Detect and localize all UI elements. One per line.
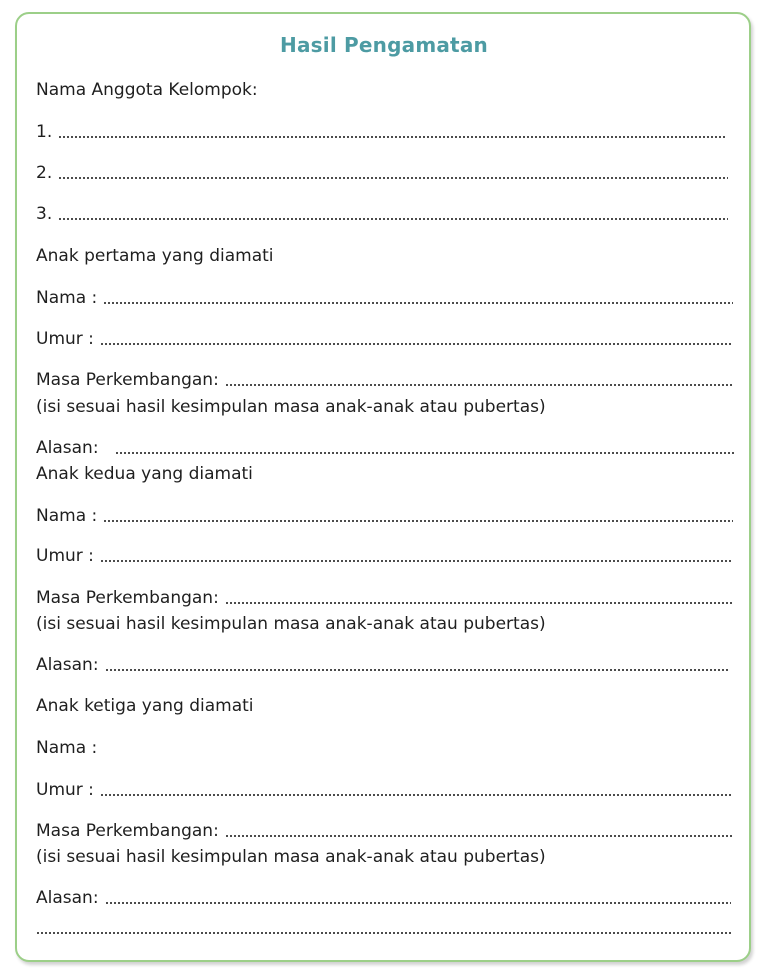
child-2-stage-hint: (isi sesuai hasil kesimpulan masa anak-anak atau pubertas) [36, 614, 546, 634]
child-1-name-label: Nama : [36, 288, 98, 308]
member-3-number: 3. [36, 204, 53, 224]
child-1-name-field[interactable] [36, 287, 733, 309]
child-3-age-label: Umur : [36, 780, 94, 800]
child-3-name-label: Nama : [36, 738, 98, 758]
child-2-age-field[interactable] [36, 545, 733, 567]
member-1-blank [58, 134, 726, 139]
group-members-label: Nama Anggota Kelompok: [36, 80, 258, 100]
child-2-heading: Anak kedua yang diamati [36, 464, 253, 484]
child-2-reason-blank [105, 667, 730, 672]
member-1-number: 1. [36, 122, 53, 142]
member-1-field[interactable] [36, 121, 726, 143]
child-3-age-field[interactable] [36, 779, 733, 801]
member-2-field[interactable] [36, 162, 728, 184]
child-2-age-label: Umur : [36, 546, 94, 566]
child-1-stage-hint: (isi sesuai hasil kesimpulan masa anak-anak atau pubertas) [36, 397, 546, 417]
child-1-name-blank [103, 300, 733, 305]
member-3-field[interactable] [36, 203, 728, 225]
child-1-reason-label: Alasan: [36, 438, 99, 458]
child-2-stage-field[interactable] [36, 587, 734, 609]
child-3-reason-field[interactable] [36, 887, 731, 909]
member-2-blank [58, 175, 728, 180]
child-1-age-blank [100, 341, 733, 346]
child-2-age-blank [100, 558, 733, 563]
child-3-name-field[interactable] [36, 737, 156, 759]
child-2-reason-label: Alasan: [36, 655, 99, 675]
child-3-stage-field[interactable] [36, 820, 734, 842]
child-3-reason-continuation[interactable] [36, 930, 732, 939]
child-1-reason-blank [115, 450, 734, 455]
child-2-stage-label: Masa Perkembangan: [36, 588, 219, 608]
child-1-stage-label: Masa Perkembangan: [36, 370, 219, 390]
child-3-reason-blank [105, 900, 731, 905]
child-1-stage-field[interactable] [36, 369, 734, 391]
child-2-name-field[interactable] [36, 505, 733, 527]
member-3-blank [58, 216, 728, 221]
worksheet-title: Hasil Pengamatan [280, 33, 488, 57]
child-3-stage-blank [225, 833, 734, 838]
child-3-reason-label: Alasan: [36, 888, 99, 908]
child-2-stage-blank [225, 600, 734, 605]
member-2-number: 2. [36, 163, 53, 183]
child-1-reason-field[interactable] [36, 437, 734, 459]
child-1-age-label: Umur : [36, 329, 94, 349]
child-3-age-blank [100, 792, 733, 797]
child-1-age-field[interactable] [36, 328, 733, 350]
child-3-stage-label: Masa Perkembangan: [36, 821, 219, 841]
child-2-name-label: Nama : [36, 506, 98, 526]
child-1-heading: Anak pertama yang diamati [36, 246, 274, 266]
child-3-reason-extra-blank [36, 930, 732, 935]
child-2-name-blank [103, 518, 733, 523]
child-1-stage-blank [225, 382, 734, 387]
child-3-heading: Anak ketiga yang diamati [36, 696, 254, 716]
child-2-reason-field[interactable] [36, 654, 730, 676]
child-3-stage-hint: (isi sesuai hasil kesimpulan masa anak-anak atau pubertas) [36, 847, 546, 867]
